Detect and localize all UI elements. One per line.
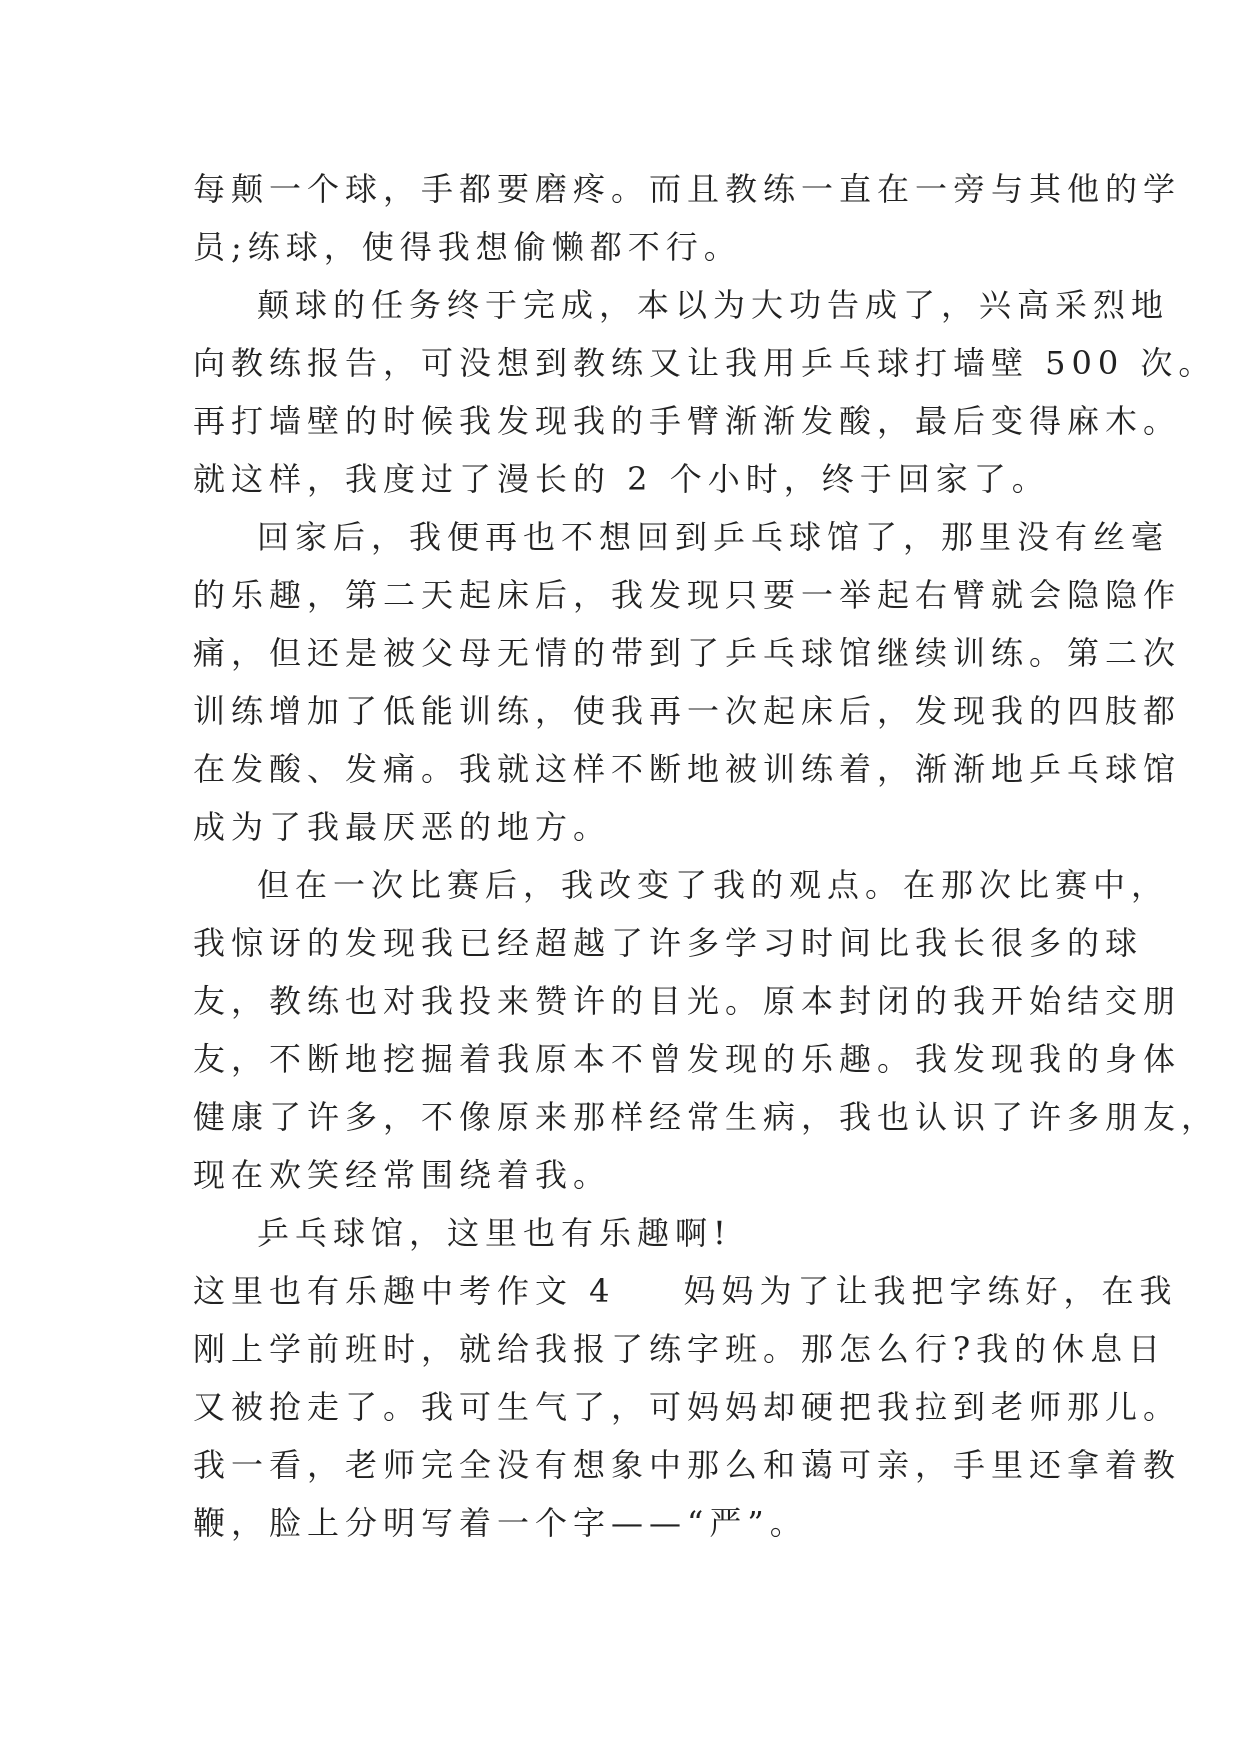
paragraph-start: 妈妈为了让我把字练好，在我: [683, 1272, 1178, 1310]
section-heading: 这里也有乐趣中考作文 4: [193, 1272, 616, 1310]
text-line: 再打墙壁的时候我发现我的手臂渐渐发酸，最后变得麻木。: [193, 402, 1182, 440]
text-line: 员;练球，使得我想偷懒都不行。: [193, 228, 742, 266]
text-line: 痛，但还是被父母无情的带到了乒乓球馆继续训练。第二次: [193, 634, 1182, 672]
text-line: 就这样，我度过了漫长的 2 个小时，终于回家了。: [193, 460, 1050, 498]
text-line: 成为了我最厌恶的地方。: [193, 808, 612, 846]
paragraph-start-line: 回家后，我便再也不想回到乒乓球馆了，那里没有丝毫: [257, 518, 1170, 556]
paragraph-start-line: 但在一次比赛后，我改变了我的观点。在那次比赛中，: [257, 866, 1170, 904]
heading-line: [193, 1262, 1178, 1320]
paragraph-start-line: 乒乓球馆，这里也有乐趣啊!: [257, 1214, 732, 1252]
text-line: 训练增加了低能训练，使我再一次起床后，发现我的四肢都: [193, 692, 1182, 730]
text-line: 友，不断地挖掘着我原本不曾发现的乐趣。我发现我的身体: [193, 1040, 1182, 1078]
text-line: 现在欢笑经常围绕着我。: [193, 1156, 612, 1194]
text-line: 又被抢走了。我可生气了，可妈妈却硬把我拉到老师那儿。: [193, 1388, 1182, 1426]
text-line: 鞭，脸上分明写着一个字——“严”。: [193, 1504, 808, 1542]
text-line: 每颠一个球，手都要磨疼。而且教练一直在一旁与其他的学: [193, 170, 1182, 208]
text-line: 刚上学前班时，就给我报了练字班。那怎么行?我的休息日: [193, 1330, 1167, 1368]
text-line: 在发酸、发痛。我就这样不断地被训练着，渐渐地乒乓球馆: [193, 750, 1182, 788]
text-line: 向教练报告，可没想到教练又让我用乒乓球打墙壁 500 次。: [193, 344, 1217, 382]
text-line: 我惊讶的发现我已经超越了许多学习时间比我长很多的球: [193, 924, 1144, 962]
text-line: 健康了许多，不像原来那样经常生病，我也认识了许多朋友，: [193, 1098, 1220, 1136]
text-line: 的乐趣，第二天起床后，我发现只要一举起右臂就会隐隐作: [193, 576, 1182, 614]
paragraph-start-line: 颠球的任务终于完成，本以为大功告成了，兴高采烈地: [257, 286, 1170, 324]
text-line: 友，教练也对我投来赞许的目光。原本封闭的我开始结交朋: [193, 982, 1182, 1020]
essay-text: [193, 160, 1220, 1552]
text-line: 我一看，老师完全没有想象中那么和蔼可亲，手里还拿着教: [193, 1446, 1182, 1484]
